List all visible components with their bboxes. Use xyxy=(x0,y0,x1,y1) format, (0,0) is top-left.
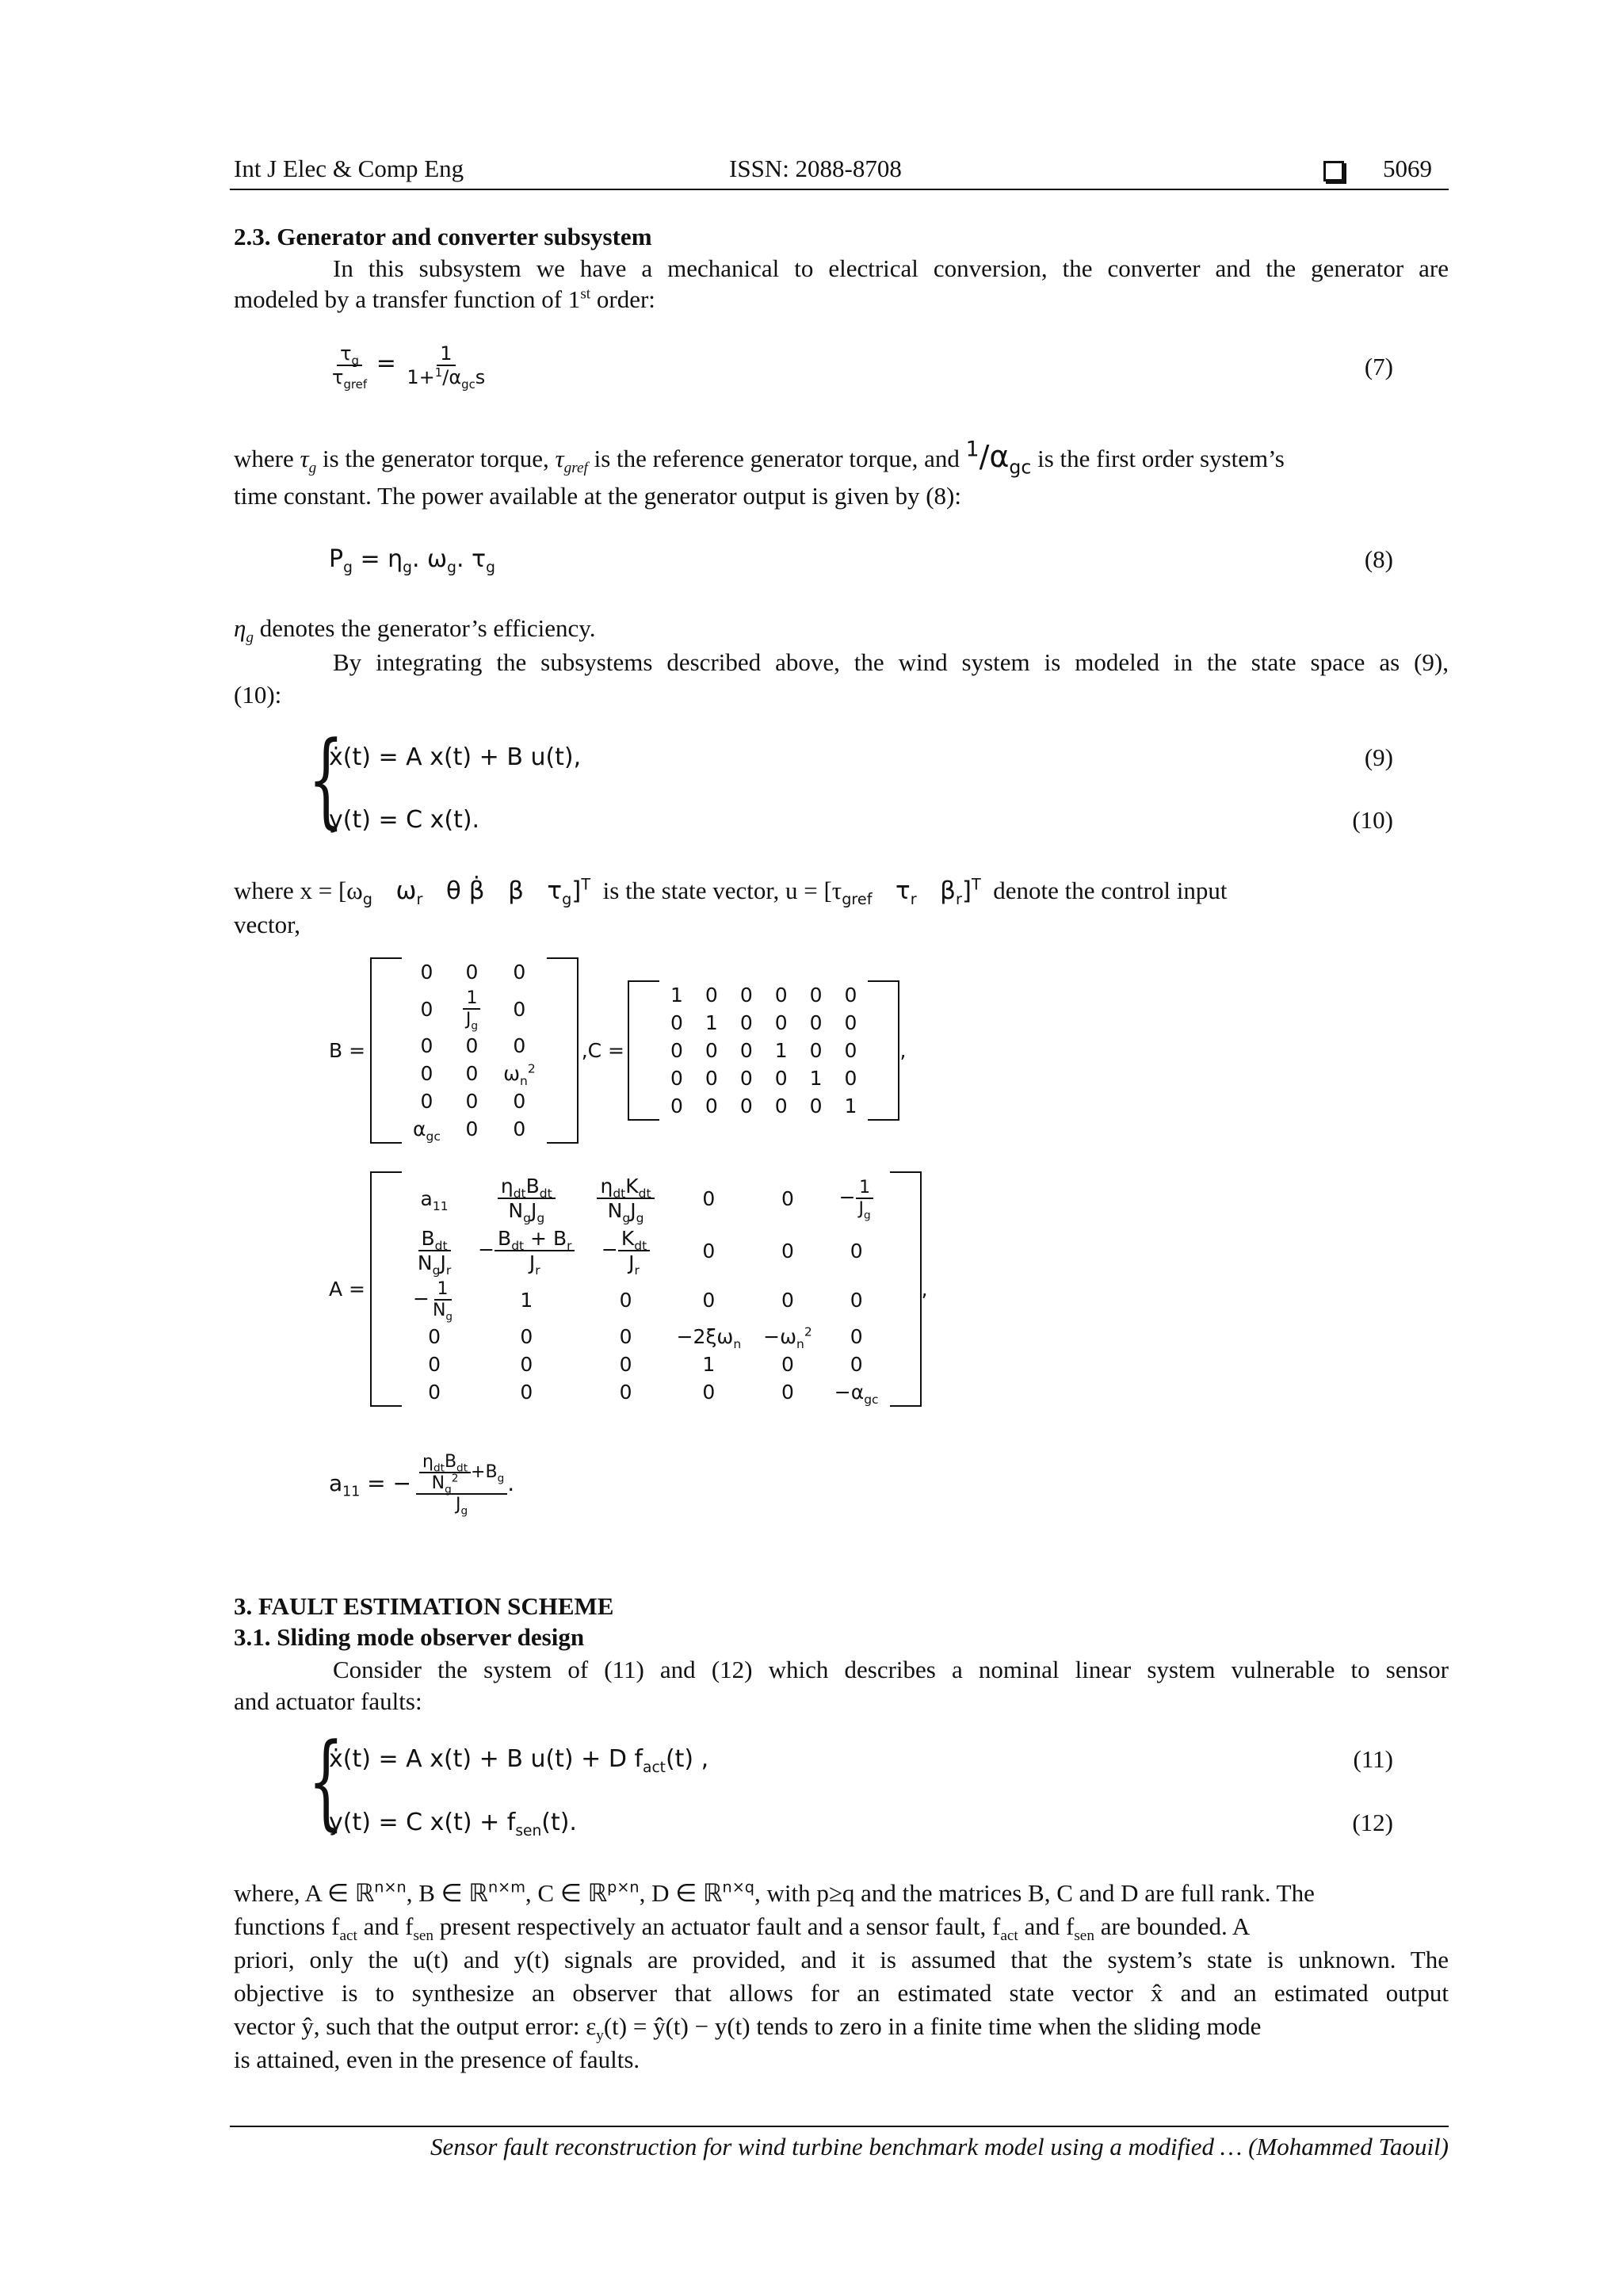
paragraph-line: Consider the system of (11) and (12) which describes a nominal linear system vulnerable to sensor xyxy=(333,1656,1449,1683)
paragraph-line: functions $f_{act}$ and $f_{sen}$ present respectively an actuator fault and a sensor fault, $f_{act}$ and $f_{sen}$ are bounded. A xyxy=(234,1912,1251,1945)
square-bullet-icon xyxy=(1323,161,1344,181)
section-heading-3-1: 3.1. Sliding mode observer design xyxy=(234,1623,585,1651)
equation-number-12: (12) xyxy=(1352,1809,1393,1836)
equation-9: ẋ(t) = A x(t) + B u(t), xyxy=(329,743,582,771)
matrix-a: A = $a_{11}$ $\frac{\eta_{dt}B_{dt}}{N_gJ_g}$ $\frac{\eta_{dt}K_{dt}}{N_gJ_g}$ 0 0 − $\frac{1}{J_g}$ $\frac{B_{dt}}{N_gJ_r}$ − $\frac{B_{dt} + B_r}{J_r}$ − $\frac{K_{dt}}{J_r}$ 0 0 0 − $\frac{1}{N_g}$ 1 0 0 0 0 0 0 0 $-2\xi\omega_n$ $-\omega_n^2$ 0 0 0 0 1 0 0 0 0 0 0 0 $-\alpha_{gc}$ , xyxy=(329,1171,928,1407)
paragraph-line: vector ŷ, such that the output error: $\varepsilon_y(t)$ = ŷ(t) − y(t) tends to zero in a finite time when the sliding mode xyxy=(234,2012,1262,2045)
brace-system-9-10: { xyxy=(307,719,345,839)
matrix-b-c: B = 0 0 0 0 $\frac{1}{J_g}$ 0 0 0 0 0 0 $\omega_n^2$ 0 0 0 $\alpha_{gc}$ 0 0 ,C = 1 0 0 0 0 0 0 1 0 0 0 0 0 0 0 1 0 0 0 0 0 0 1 0 0 0 0 0 0 1 , xyxy=(329,957,906,1144)
running-footer: Sensor fault reconstruction for wind turbine benchmark model using a modified … (Mohammed Taouil) xyxy=(430,2133,1449,2160)
equation-number-8: (8) xyxy=(1364,545,1393,573)
equation-8: $P_g = \eta_g$. $\omega_g$. $\tau_g$ xyxy=(329,545,495,576)
paragraph-line: objective is to synthesize an observer that allows for an estimated state vector x̂ and an estimated output xyxy=(234,1979,1449,2007)
paragraph-line: (10): xyxy=(234,681,282,709)
footer-rule xyxy=(230,2126,1449,2127)
equation-7: $\frac{\tau_g}{\tau_{gref}}$ = $\frac{1}{1+^1/\alpha_{gc}s}$ xyxy=(332,342,486,392)
equation-number-7: (7) xyxy=(1364,353,1393,380)
paragraph-line: where, A ∈ ℝ$^{n\times n}$, B ∈ ℝ$^{n\times m}$, C ∈ ℝ$^{p\times n}$, D ∈ ℝ$^{n\times q}$, with p≥q and the matrices B, C and D are full rank. The xyxy=(234,1878,1315,1907)
running-header-journal: Int J Elec & Comp Eng xyxy=(234,155,464,182)
paragraph-line: time constant. The power available at the generator output is given by (8): xyxy=(234,482,961,510)
running-header-issn: ISSN: 2088-8708 xyxy=(729,155,902,182)
paragraph-line: priori, only the u(t) and y(t) signals are provided, and it is assumed that the system’s state is unknown. The xyxy=(234,1946,1449,1973)
section-heading-3: 3. FAULT ESTIMATION SCHEME xyxy=(234,1592,614,1620)
paragraph-line: where $x = [\omega_g$ $\omega_r$ θ β̇ β $\tau_g]^T$ is the state vector, $u = [\tau_{gref}$ $\tau_r$ $\beta_r]^T$ denote the control input xyxy=(234,875,1228,909)
equation-10: y(t) = C x(t). xyxy=(329,806,480,834)
equation-number-10: (10) xyxy=(1352,806,1393,834)
section-heading-2-3: 2.3. Generator and converter subsystem xyxy=(234,223,652,250)
paragraph-line: modeled by a transfer function of 1st order: xyxy=(234,285,655,313)
paragraph-line: In this subsystem we have a mechanical to electrical conversion, the converter and the generator are xyxy=(333,254,1449,282)
equation-a11: $a_{11}$ = − $\frac{\eta_{dt}B_{dt}}{N_g^2}$ $+B_g$ $J_g$ . xyxy=(329,1452,515,1518)
equation-number-9: (9) xyxy=(1364,743,1393,771)
header-rule xyxy=(230,189,1449,190)
paragraph-line: vector, xyxy=(234,911,300,938)
equation-number-11: (11) xyxy=(1353,1745,1393,1773)
equation-12: y(t) = C $x(t) + f_{sen}(t)$. xyxy=(329,1809,577,1839)
paragraph-line: where $\tau_g$ is the generator torque, $\tau_{gref}$ is the reference generator torque, and $^1/\alpha_{gc}$ is the first order system’s xyxy=(234,437,1285,479)
paragraph-line: $\eta_g$ denotes the generator’s efficiency. xyxy=(234,614,596,647)
matrix-c: 1 0 0 0 0 0 0 1 0 0 0 0 0 0 0 1 0 0 0 0 0 0 1 0 0 0 0 0 0 1 xyxy=(628,980,899,1121)
paragraph-line: By integrating the subsystems described above, the wind system is modeled in the state space as (9), xyxy=(333,648,1449,676)
paragraph-line: is attained, even in the presence of faults. xyxy=(234,2046,640,2073)
brace-system-11-12: { xyxy=(307,1721,345,1841)
paragraph-line: and actuator faults: xyxy=(234,1687,422,1715)
page-number: 5069 xyxy=(1383,155,1432,182)
equation-11: ẋ(t) = A x(t) + B u(t) + D $f_{act}(t)$ , xyxy=(329,1745,709,1776)
matrix-b: 0 0 0 0 $\frac{1}{J_g}$ 0 0 0 0 0 0 $\omega_n^2$ 0 0 0 $\alpha_{gc}$ 0 0 xyxy=(370,957,579,1144)
